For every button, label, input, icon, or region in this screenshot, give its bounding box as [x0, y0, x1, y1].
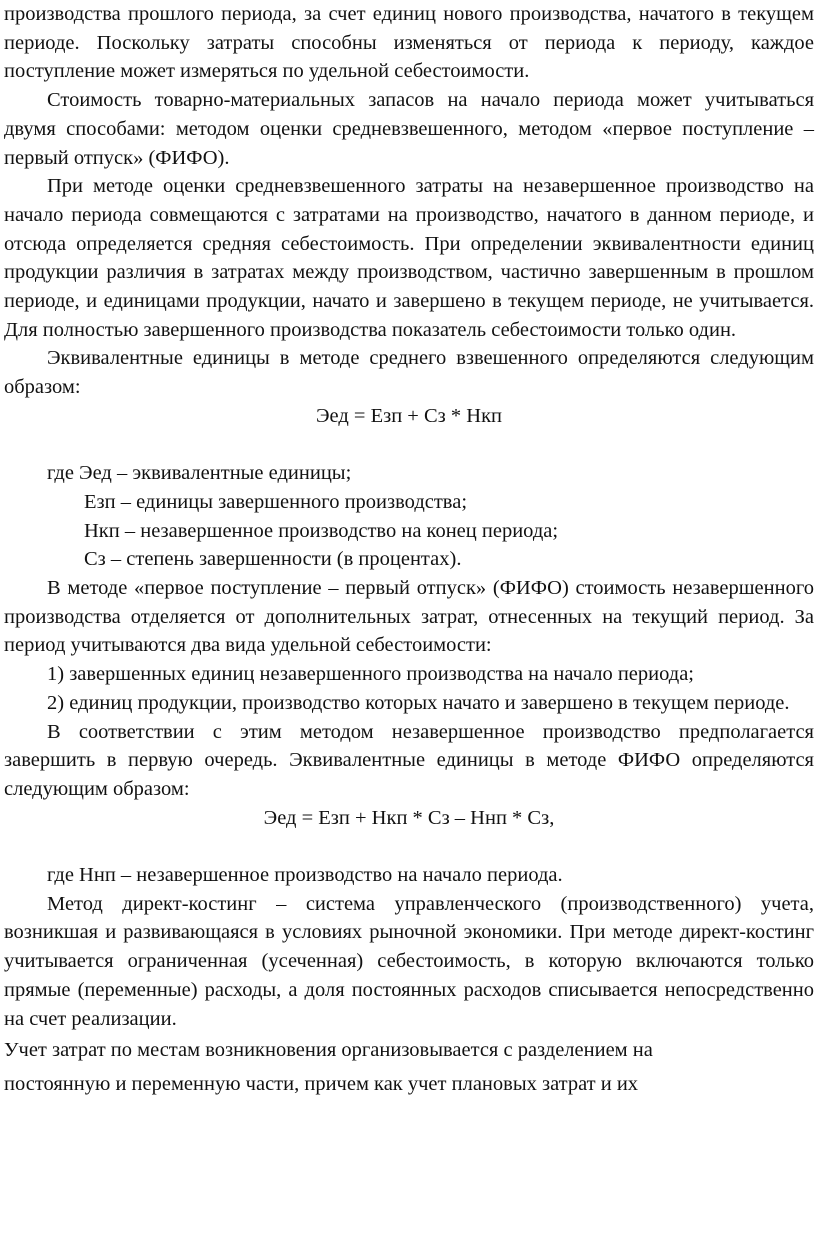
paragraph-continuation: производства прошлого периода, за счет единиц нового производства, начатого в текущем периоде. Поскольку затраты способны изменяться от периода к периоду, каждое поступление может измеряться по удельной себестоимости.	[4, 3, 814, 83]
paragraph-weighted-average: При методе оценки средневзвешенного затраты на незавершенное производство на начало периода совмещаются с затратами на производство, начатого в данном периоде, и отсюда определяется средняя себестоимость. При определении эквивалентности единиц продукции различия в затратах между производством, частично завершенным в прошлом периоде, и единицами продукции, начато и завершено в текущем периоде, не учитывается. Для полностью завершенного производства показатель себестоимости только один.	[4, 175, 814, 341]
paragraph-fifo-equivalent-units: В соответствии с этим методом незавершенное производство предполагается завершить в первую очередь. Эквивалентные единицы в методе ФИФО определяются следующим образом:	[4, 720, 814, 800]
paragraph-inventory-methods: Стоимость товарно-материальных запасов на начало периода может учитываться двумя способами: методом оценки средневзвешенного, методом «первое поступление – первый отпуск» (ФИФО).	[4, 89, 814, 169]
paragraph-equivalent-units-intro: Эквивалентные единицы в методе среднего взвешенного определяются следующим образом:	[4, 347, 814, 399]
formula-weighted-average: Эед = Езп + Сз * Нкп	[315, 404, 502, 427]
paragraph-fifo: В методе «первое поступление – первый отпуск» (ФИФО) стоимость незавершенного производства отделяется от дополнительных затрат, отнесенных на текущий период. За период учитываются два вида удельной себестоимости:	[4, 577, 814, 657]
spacer	[4, 431, 814, 460]
spacer	[4, 832, 814, 861]
list-item-2: 2) единиц продукции, производство которых начато и завершено в текущем периоде.	[47, 691, 790, 714]
paragraph-cost-centers-line-1: Учет затрат по местам возникновения организовывается с разделением на	[4, 1039, 653, 1062]
formula-legend-line: где Ннп – незавершенное производство на начало периода.	[47, 864, 563, 887]
list-item-1: 1) завершенных единиц незавершенного производства на начало периода;	[47, 663, 694, 686]
formula-legend-line: Сз – степень завершенности (в процентах).	[84, 548, 462, 571]
formula-legend-line: где Эед – эквивалентные единицы;	[47, 462, 352, 485]
paragraph-direct-costing: Метод директ-костинг – система управленческого (производственного) учета, возникшая и развивающаяся в условиях рыночной экономики. При методе директ-костинг учитывается ограниченная (усеченная) себестоимость, в которую включаются только прямые (переменные) расходы, а доля постоянных расходов списывается непосредственно на счет реализации.	[4, 892, 814, 1030]
formula-legend-line: Нкп – незавершенное производство на конец периода;	[84, 519, 559, 542]
paragraph-cost-centers-line-2: постоянную и переменную части, причем как учет плановых затрат и их	[4, 1073, 639, 1096]
formula-legend-line: Езп – единицы завершенного производства;	[84, 490, 468, 513]
formula-fifo: Эед = Езп + Нкп * Сз – Ннп * Сз,	[263, 806, 555, 829]
